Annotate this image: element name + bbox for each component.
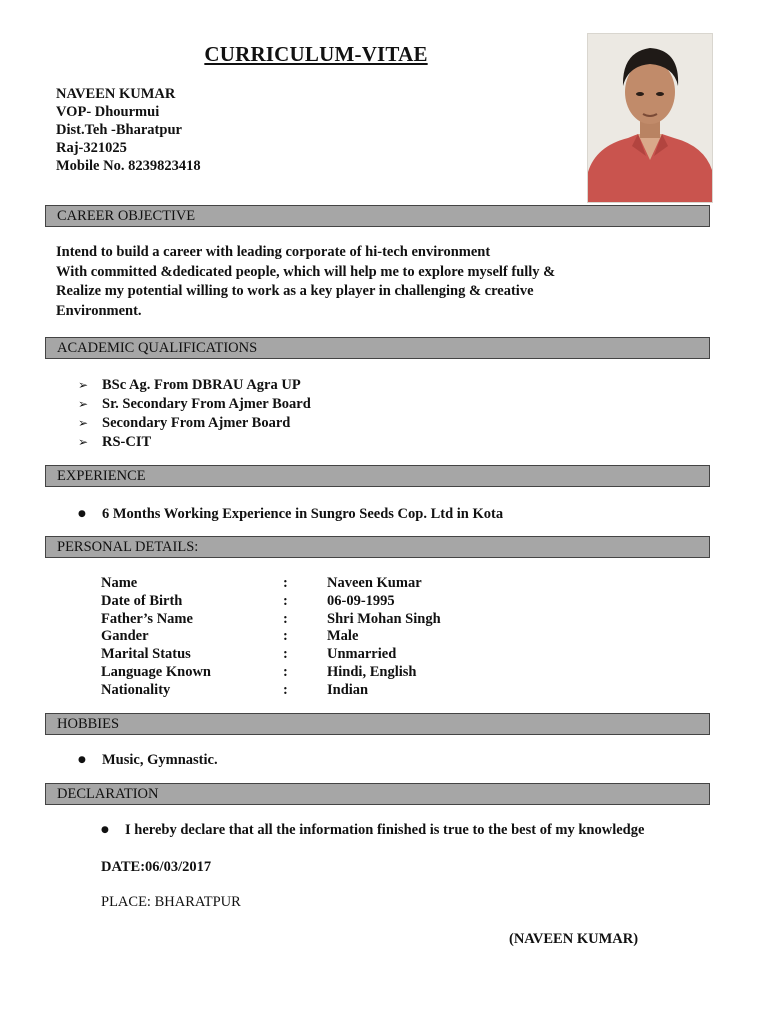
table-row: [101, 593, 441, 611]
detail-separator: :: [283, 575, 288, 591]
table-row: [101, 628, 441, 646]
table-row: [101, 611, 441, 629]
academic-item: RS-CIT: [102, 434, 152, 450]
experience-item: [78, 506, 503, 523]
detail-label: Nationality: [101, 681, 171, 698]
table-row: [101, 646, 441, 664]
signature-name: (NAVEEN KUMAR): [509, 931, 639, 947]
list-item: [78, 414, 311, 433]
detail-separator: :: [283, 592, 288, 609]
detail-label: Father’s Name: [101, 610, 193, 627]
detail-label: Marital Status: [101, 646, 191, 663]
detail-value: Male: [327, 628, 359, 645]
detail-separator: :: [283, 663, 288, 680]
arrow-bullet-icon: ➢: [78, 378, 89, 392]
objective-line: With committed &dedicated people, which will help me to explore myself fully &: [56, 263, 556, 280]
experience-text: 6 Months Working Experience in Sungro Seeds Cop. Ltd in Kota: [102, 506, 504, 522]
section-header-career-objective: CAREER OBJECTIVE: [45, 205, 710, 227]
detail-label: Name: [101, 575, 138, 591]
career-objective-text: [56, 243, 656, 321]
table-row: [101, 682, 441, 700]
bullet-icon: ●: [78, 755, 86, 765]
document-title: CURRICULUM-VITAE: [204, 42, 428, 66]
objective-line: Realize my potential willing to work as a key player in challenging & creative: [56, 283, 534, 299]
applicant-name: NAVEEN KUMAR: [56, 86, 176, 102]
hobbies-item: [78, 752, 218, 769]
objective-line: Environment.: [56, 302, 142, 319]
table-row: [101, 664, 441, 682]
arrow-bullet-icon: ➢: [78, 416, 89, 430]
bullet-icon: ●: [101, 825, 109, 835]
detail-value: Indian: [327, 681, 369, 698]
date-line: DATE:06/03/2017: [101, 859, 212, 875]
bullet-icon: ●: [78, 509, 86, 519]
detail-separator: :: [283, 646, 288, 663]
address-line: Raj-321025: [56, 140, 127, 156]
contact-block: [56, 85, 201, 175]
detail-value: Naveen Kumar: [327, 575, 422, 591]
detail-value: Hindi, English: [327, 663, 417, 680]
hobbies-text: Music, Gymnastic.: [102, 752, 218, 768]
declaration-item: [101, 822, 644, 839]
mobile-number: Mobile No. 8239823418: [56, 158, 201, 174]
section-header-academic: ACADEMIC QUALIFICATIONS: [45, 337, 710, 359]
arrow-bullet-icon: ➢: [78, 435, 89, 449]
academic-item: Sr. Secondary From Ajmer Board: [102, 396, 311, 412]
table-row: [101, 575, 441, 593]
profile-photo: [587, 33, 713, 203]
objective-line: Intend to build a career with leading corporate of hi-tech environment: [56, 244, 491, 260]
list-item: [78, 376, 311, 395]
address-line: VOP- Dhourmui: [56, 104, 160, 120]
detail-value: Unmarried: [327, 646, 397, 663]
list-item: [78, 433, 311, 452]
address-line: Dist.Teh -Bharatpur: [56, 122, 182, 138]
academic-item: Secondary From Ajmer Board: [102, 415, 291, 431]
academic-list: [78, 376, 311, 452]
detail-separator: :: [283, 610, 288, 627]
academic-item: BSc Ag. From DBRAU Agra UP: [102, 377, 301, 393]
detail-label: Language Known: [101, 663, 211, 680]
detail-label: Gander: [101, 628, 149, 645]
detail-value: 06-09-1995: [327, 592, 395, 609]
section-header-personal: PERSONAL DETAILS:: [45, 536, 710, 558]
section-header-declaration: DECLARATION: [45, 783, 710, 805]
list-item: [78, 395, 311, 414]
section-header-hobbies: HOBBIES: [45, 713, 710, 735]
personal-details-table: [101, 575, 441, 700]
detail-separator: :: [283, 628, 288, 645]
declaration-text: I hereby declare that all the information finished is true to the best of my knowledge: [125, 822, 645, 838]
arrow-bullet-icon: ➢: [78, 397, 89, 411]
detail-separator: :: [283, 681, 288, 698]
detail-value: Shri Mohan Singh: [327, 610, 441, 627]
place-line: PLACE: BHARATPUR: [101, 894, 241, 910]
detail-label: Date of Birth: [101, 592, 183, 609]
section-header-experience: EXPERIENCE: [45, 465, 710, 487]
